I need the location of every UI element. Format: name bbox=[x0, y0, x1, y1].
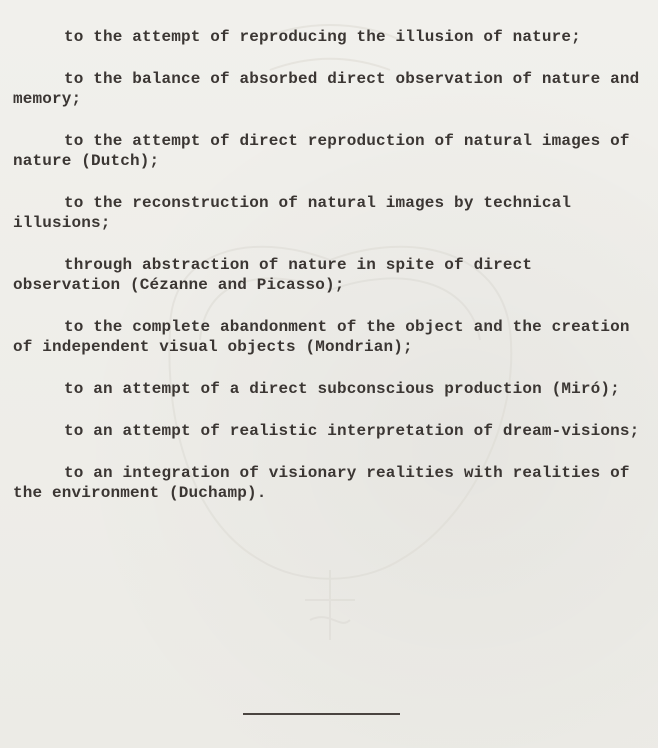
paragraph-5: through abstraction of nature in spite of direct observation (Cézanne and Picasso); bbox=[13, 256, 542, 294]
paragraph-2: to the balance of absorbed direct observation of nature and memory; bbox=[13, 70, 650, 108]
paragraph-7: to an attempt of a direct subconscious production (Miró); bbox=[64, 380, 620, 398]
paragraph-3: to the attempt of direct reproduction of natural images of nature (Dutch); bbox=[13, 132, 640, 170]
paragraph-4: to the reconstruction of natural images by technical illusions; bbox=[13, 194, 581, 232]
paragraph-9: to an integration of visionary realities with realities of the environment (Duchamp). bbox=[13, 464, 640, 502]
body-text bbox=[13, 27, 650, 525]
paragraph-1: to the attempt of reproducing the illusion of nature; bbox=[64, 28, 581, 46]
paragraph-6: to the complete abandonment of the object and the creation of independent visual objects (Mondrian); bbox=[13, 318, 640, 356]
paragraph-8: to an attempt of realistic interpretation of dream-visions; bbox=[64, 422, 640, 440]
closing-rule bbox=[243, 713, 400, 715]
